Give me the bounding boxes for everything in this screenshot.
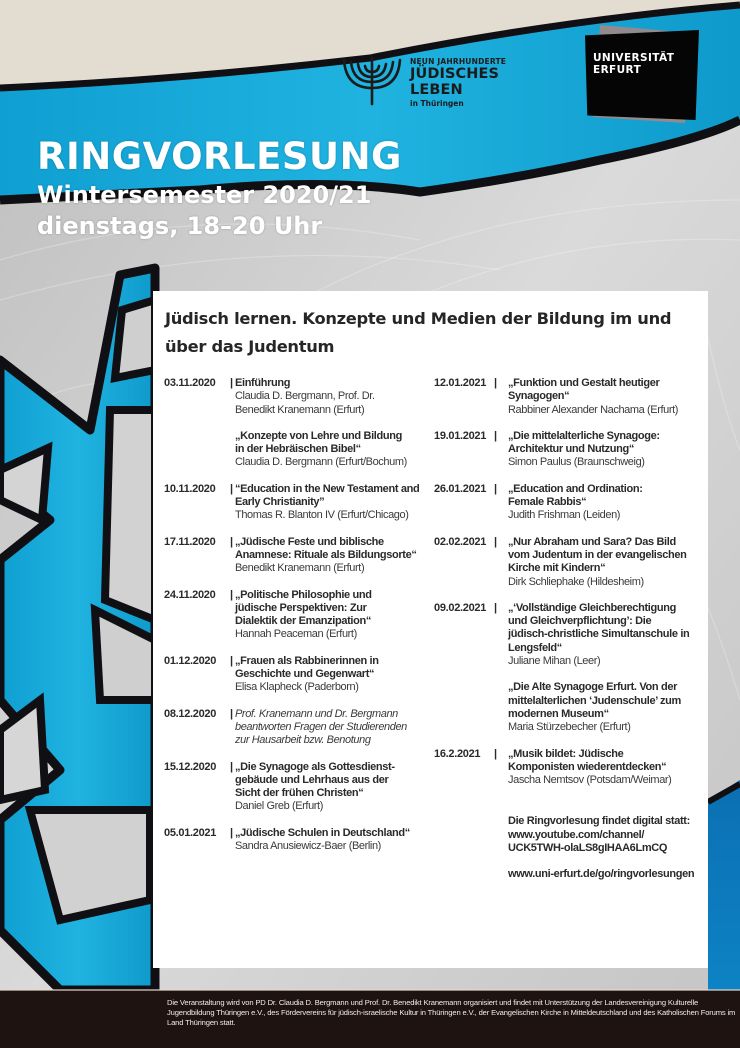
event-speaker: Jascha Nemtsov (Potsdam/Weimar): [508, 774, 672, 787]
event-date: 12.01.2021: [434, 377, 487, 389]
partner-logo-line3: in Thüringen: [410, 99, 464, 108]
event-item: [164, 589, 434, 642]
event-title: „Nur Abraham und Sara? Das Bild vom Judentum in der evangelischen Kirche mit Kindern“: [508, 535, 687, 575]
event-title: Einführung: [235, 377, 291, 389]
university-logo-line2: ERFURT: [593, 64, 642, 76]
event-separator: |: [230, 826, 234, 839]
website-link[interactable]: www.uni-erfurt.de/go/ringvorlesungen: [508, 868, 695, 881]
event-date: 09.02.2021: [434, 601, 487, 614]
event-separator: |: [494, 429, 498, 442]
partner-logo-line1: NEUN JAHRHUNDERTE: [410, 57, 507, 66]
partner-logo-line2: JÜDISCHES LEBEN: [410, 66, 500, 98]
hero-title: RINGVORLESUNG: [37, 135, 402, 178]
event-separator: |: [494, 747, 498, 760]
universitaet-erfurt-logo: [585, 22, 705, 127]
event-title: “Education in the New Testament and Early Christianity”: [235, 482, 420, 509]
event-title: „‘Vollständige Gleichberechtigung und Gleichverpflichtung’: Die jüdisch-christliche Simultanschule in Lengsfeld“: [508, 601, 690, 654]
event-item: [434, 483, 704, 523]
event-speaker: Hannah Peaceman (Erfurt): [235, 628, 357, 641]
event-item: [434, 748, 704, 788]
event-separator: |: [494, 377, 498, 389]
program-column-right: [434, 377, 704, 882]
hero-schedule: dienstags, 18–20 Uhr: [37, 212, 323, 240]
event-speaker: Claudia D. Bergmann, Prof. Dr. Benedikt Kranemann (Erfurt): [235, 390, 375, 416]
event-separator: |: [494, 535, 498, 548]
university-logo-line1: UNIVERSITÄT: [593, 52, 675, 64]
event-title: „Die Synagoge als Gottesdienst-gebäude und Lehrhaus aus der Sicht der frühen Christen“: [235, 760, 395, 800]
event-separator: |: [230, 482, 234, 495]
event-separator: |: [230, 654, 234, 667]
event-separator: |: [230, 588, 234, 601]
event-title: „Jüdische Feste und biblische Anamnese: Rituale als Bildungsorte“: [235, 535, 417, 561]
event-speaker: Sandra Anusiewicz-Baer (Berlin): [235, 840, 381, 853]
menorah-icon: [340, 52, 404, 108]
event-separator: |: [230, 707, 234, 720]
event-speaker: Daniel Greb (Erfurt): [235, 800, 323, 813]
event-speaker: Maria Stürzebecher (Erfurt): [508, 721, 631, 734]
event-date: 03.11.2020: [164, 377, 216, 389]
hero-heading: [37, 134, 402, 242]
event-title: „Funktion und Gestalt heutiger Synagogen“: [508, 377, 660, 403]
event-item: [164, 483, 434, 523]
event-separator: |: [494, 601, 498, 614]
event-speaker: Judith Frishman (Leiden): [508, 509, 621, 522]
event-date: 19.01.2021: [434, 429, 487, 442]
event-note: Prof. Kranemann und Dr. Bergmann beantworten Fragen der Studierenden zur Hausarbeit bzw. Benotung: [235, 707, 407, 747]
event-speaker: Benedikt Kranemann (Erfurt): [235, 562, 365, 575]
event-item: [434, 430, 704, 470]
event-item: [164, 708, 434, 748]
event-date: 26.01.2021: [434, 482, 487, 495]
program-card: [153, 291, 708, 968]
event-speaker: Elisa Klapheck (Paderborn): [235, 681, 359, 694]
event-title: „Musik bildet: Jüdische Komponisten wiederentdecken“: [508, 747, 667, 773]
event-date: 10.11.2020: [164, 482, 216, 495]
event-date: 01.12.2020: [164, 654, 217, 667]
event-separator: |: [230, 377, 234, 389]
event-speaker: Simon Paulus (Braunschweig): [508, 456, 645, 469]
event-speaker: Claudia D. Bergmann (Erfurt/Bochum): [235, 456, 407, 469]
footer: [0, 990, 740, 1048]
event-item: [434, 377, 704, 417]
program-column-left: [164, 377, 434, 866]
event-date: 15.12.2020: [164, 760, 217, 773]
event-item: [164, 377, 434, 470]
event-item: [434, 602, 704, 735]
youtube-link[interactable]: www.youtube.com/channel/: [508, 828, 645, 841]
event-speaker: Juliane Mihan (Leer): [508, 655, 601, 668]
event-speaker: Thomas R. Blanton IV (Erfurt/Chicago): [235, 509, 409, 522]
juedisches-leben-logo: [340, 52, 555, 108]
event-speaker: Rabbiner Alexander Nachama (Erfurt): [508, 403, 679, 416]
program-title: Jüdisch lernen. Konzepte und Medien der Bildung im und über das Judentum: [165, 309, 672, 356]
youtube-link-channel-id[interactable]: UCK5TWH-olaLS8gIHAA6LmCQ: [508, 842, 668, 855]
event-title: „Die Alte Synagoge Erfurt. Von der mittelalterlichen ‘Judenschule’ zum modernen Museum“: [508, 681, 681, 720]
event-separator: |: [230, 760, 234, 773]
event-title: „Politische Philosophie und jüdische Perspektiven: Zur Dialektik der Emanzipation“: [235, 588, 372, 628]
event-item: [164, 761, 434, 814]
event-speaker: Dirk Schliephake (Hildesheim): [508, 575, 644, 588]
event-date: 17.11.2020: [164, 535, 216, 548]
event-date: 16.2.2021: [434, 747, 481, 760]
event-title: „Jüdische Schulen in Deutschland“: [235, 826, 410, 839]
event-date: 05.01.2021: [164, 826, 217, 839]
event-item: [164, 827, 434, 854]
event-date: 24.11.2020: [164, 588, 216, 601]
event-separator: |: [230, 535, 234, 548]
streaming-info: [508, 815, 704, 881]
event-title: „Education and Ordination: Female Rabbis“: [508, 482, 643, 509]
event-item: [164, 536, 434, 576]
footer-sponsor-text: Die Veranstaltung wird von PD Dr. Claudia D. Bergmann und Prof. Dr. Benedikt Kranemann organisiert und findet mit Unterstützung der Landesvereinigung Kulturelle Jugendbildung Thüringen e.V., des Fördervereins für jüdisch-israelische Kultur in Thüringen e.V., der Evangelischen Kirche in Mitteldeutschland und des Katholischen Forums im Land Thüringen statt.: [167, 998, 736, 1027]
event-title: „Konzepte von Lehre und Bildung in der Hebräischen Bibel“: [235, 429, 402, 456]
event-separator: |: [494, 482, 498, 495]
event-title: „Die mittelalterliche Synagoge: Architektur und Nutzung“: [508, 429, 660, 456]
blue-glass-lower: [708, 780, 740, 990]
event-date: 02.02.2021: [434, 535, 487, 548]
event-title: „Frauen als Rabbinerinnen in Geschichte und Gegenwart“: [235, 654, 379, 681]
event-item: [434, 536, 704, 589]
hero-semester: Wintersemester 2020/21: [37, 181, 372, 209]
event-item: [164, 655, 434, 695]
event-date: 08.12.2020: [164, 707, 217, 720]
streaming-info-text: Die Ringvorlesung findet digital statt:: [508, 815, 690, 828]
